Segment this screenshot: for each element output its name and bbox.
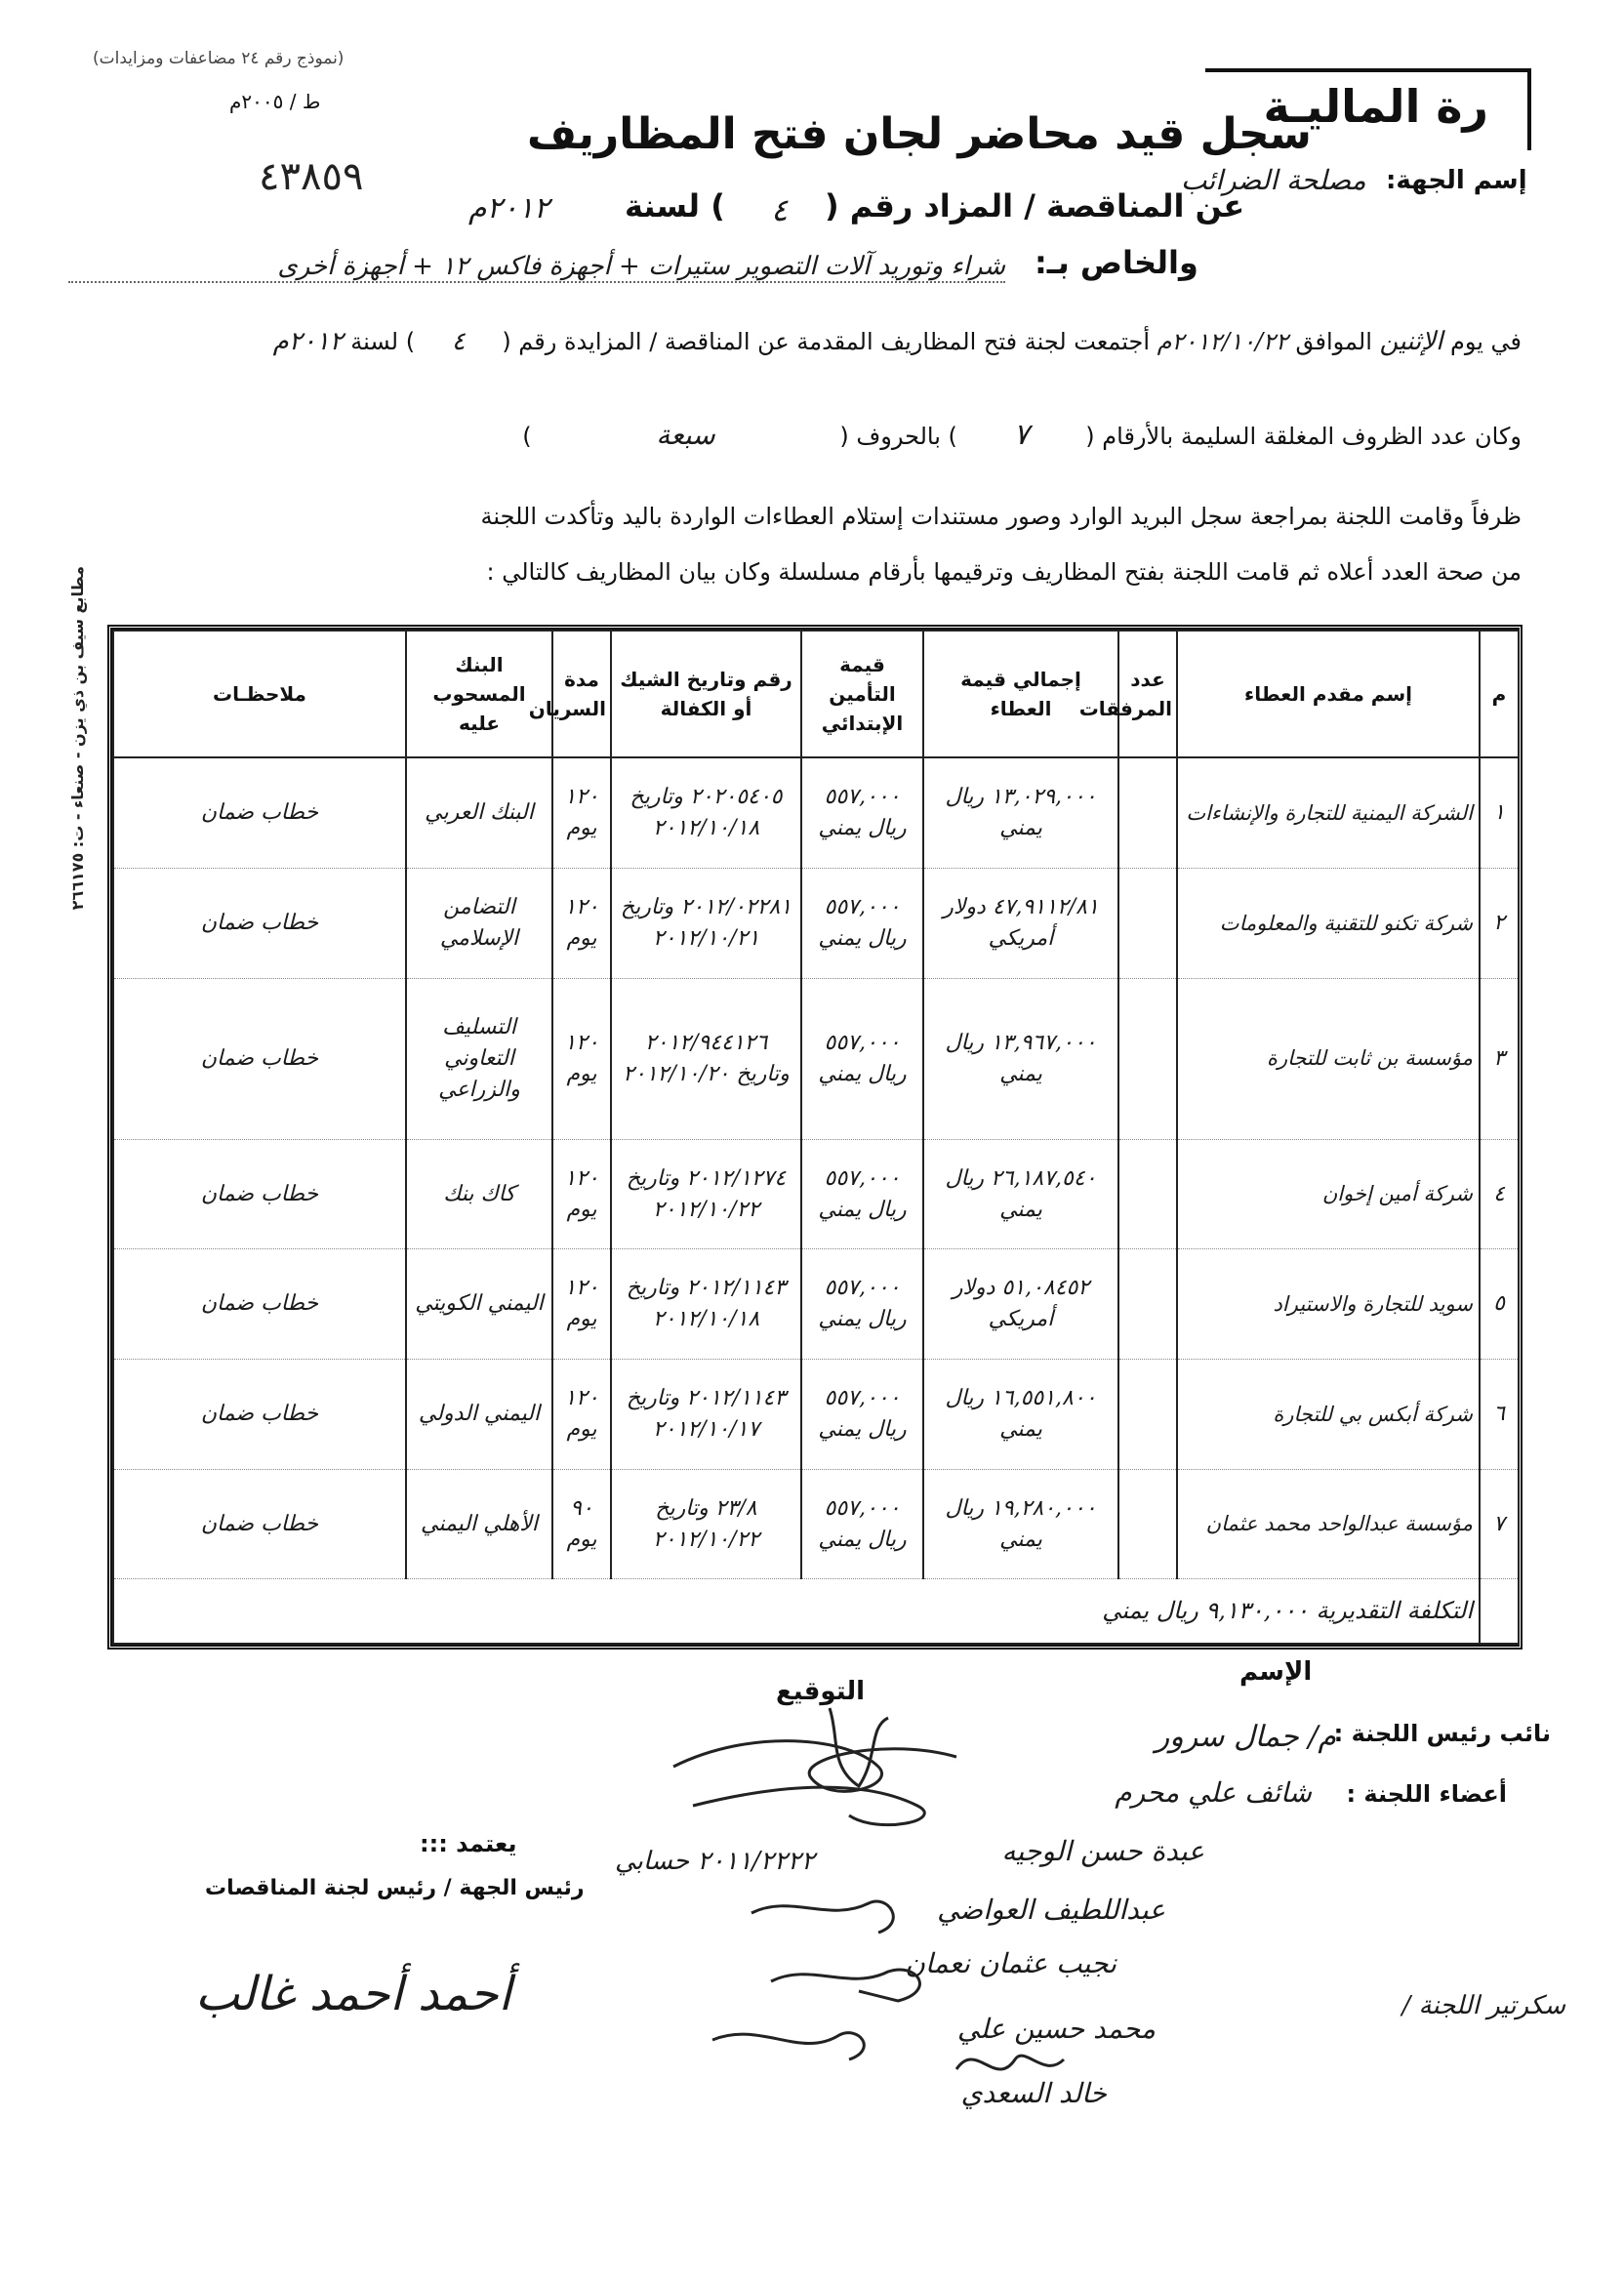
meeting-date: ٢٠١٢/١٠/٢٢م xyxy=(1157,328,1288,355)
cell-total: ١٦,٥٥١,٨٠٠ ريال يمني xyxy=(923,1360,1118,1470)
entity-value: مصلحة الضرائب xyxy=(1181,164,1366,196)
cell-notes: خطاب ضمان xyxy=(113,978,406,1139)
cell-check: ٢٠١٢/٠٢٢٨١ وتاريخ ٢٠١٢/١٠/٢١ xyxy=(611,869,801,979)
table-row xyxy=(113,1360,1519,1470)
approval-label: يعتمد ::: xyxy=(420,1830,517,1857)
table-total-row xyxy=(113,1579,1519,1644)
document-title: سجل قيد محاضر لجان فتح المظاريف xyxy=(527,109,1312,159)
cell-bidder: سويد للتجارة والاستيراد xyxy=(1177,1249,1480,1360)
cell-no: ٦ xyxy=(1480,1360,1519,1470)
cell-no: ٧ xyxy=(1480,1469,1519,1579)
cell-attachments xyxy=(1118,1469,1177,1579)
table-row xyxy=(113,1469,1519,1579)
cell-bidder: شركة تكنو للتقنية والمعلومات xyxy=(1177,869,1480,979)
cell-insurance: ٥٥٧,٠٠٠ ريال يمني xyxy=(801,978,923,1139)
cell-total: ٤٧,٩١١٢/٨١ دولار أمريكي xyxy=(923,869,1118,979)
cell-insurance: ٥٥٧,٠٠٠ ريال يمني xyxy=(801,1249,923,1360)
cell-validity: ١٢٠ يوم xyxy=(552,1249,611,1360)
cell-bidder: مؤسسة عبدالواحد محمد عثمان xyxy=(1177,1469,1480,1579)
cell-total: ١٩,٢٨٠,٠٠٠ ريال يمني xyxy=(923,1469,1118,1579)
cell-no: ١ xyxy=(1480,757,1519,869)
cell-bidder: شركة أمين إخوان xyxy=(1177,1139,1480,1249)
col-header-validity: مدة السريان xyxy=(552,631,611,757)
cell-insurance: ٥٥٧,٠٠٠ ريال يمني xyxy=(801,1360,923,1470)
secretary-label: سكرتير اللجنة / xyxy=(1401,1991,1565,2020)
member-5-name: محمد حسين علي xyxy=(956,2013,1156,2045)
cell-total: ١٣,٠٢٩,٠٠٠ ريال يمني xyxy=(923,757,1118,869)
cell-notes: خطاب ضمان xyxy=(113,1469,406,1579)
cell-bank: اليمني الكويتي xyxy=(406,1249,552,1360)
cell-notes: خطاب ضمان xyxy=(113,1360,406,1470)
member-3-name: عبداللطيف العواضي xyxy=(937,1894,1165,1926)
cell-notes: خطاب ضمان xyxy=(113,1249,406,1360)
cell-insurance: ٥٥٧,٠٠٠ ريال يمني xyxy=(801,757,923,869)
name-column-header: الإسم xyxy=(1239,1657,1313,1687)
cell-bank: البنك العربي xyxy=(406,757,552,869)
subject-value: شراء وتوريد آلات التصوير ستيرات + أجهزة فاكس ١٢ + أجهزة أخرى xyxy=(68,252,1005,283)
year-label: ) لسنة xyxy=(625,187,725,224)
col-header-attachments: عدد المرفقات xyxy=(1118,631,1177,757)
cell-bank: التضامن الإسلامي xyxy=(406,869,552,979)
cell-validity: ٩٠ يوم xyxy=(552,1469,611,1579)
member-note: ٢٠١١/٢٢٢٢ حسابي xyxy=(615,1847,815,1876)
cell-no: ٢ xyxy=(1480,869,1519,979)
meeting-tender-number: ٤ xyxy=(451,327,466,356)
cell-validity: ١٢٠ يوم xyxy=(552,1360,611,1470)
total-row-spacer xyxy=(1480,1579,1519,1644)
meeting-line-1: في يوم الإثنين الموافق ٢٠١٢/١٠/٢٢م أجتمعت لجنة فتح المظاريف المقدمة عن المناقصة / المزايدة رقم ( ٤ ) لسنة ٢٠١٢م xyxy=(272,327,1522,356)
cell-validity: ١٢٠ يوم xyxy=(552,757,611,869)
cell-bank: الأهلي اليمني xyxy=(406,1469,552,1579)
cell-attachments xyxy=(1118,757,1177,869)
meeting-line-4: من صحة العدد أعلاه ثم قامت اللجنة بفتح المظاريف وترقيمها بأرقام مسلسلة وكان بيان المظاريف كالتالي : xyxy=(486,558,1522,586)
tender-label: عن المناقصة / المزاد رقم ( xyxy=(825,187,1245,224)
year-value: ٢٠١٢م xyxy=(468,191,550,225)
col-header-bank: البنك المسحوب عليه xyxy=(406,631,552,757)
tender-number: ٤ xyxy=(771,191,789,228)
cell-bank: التسليف التعاوني والزراعي xyxy=(406,978,552,1139)
cell-bank: كاك بنك xyxy=(406,1139,552,1249)
ministry-name: رة الماليـة xyxy=(1205,68,1531,150)
head-name: أحمد أحمد غالب xyxy=(195,1967,511,2021)
head-label: رئيس الجهة / رئيس لجنة المناقصات xyxy=(205,1876,585,1900)
cell-check: ٢٠٢٠٥٤٠٥ وتاريخ ٢٠١٢/١٠/١٨ xyxy=(611,757,801,869)
meeting-year: ٢٠١٢م xyxy=(272,327,344,356)
col-header-notes: ملاحظـات xyxy=(113,631,406,757)
subject-label: والخاص بـ: xyxy=(1035,244,1198,281)
meeting-day: الإثنين xyxy=(1379,327,1443,356)
form-print-date: ط / ٢٠٠٥م xyxy=(229,90,321,113)
cell-notes: خطاب ضمان xyxy=(113,757,406,869)
col-header-check: رقم وتاريخ الشيك أو الكفالة xyxy=(611,631,801,757)
table-header-row xyxy=(113,631,1519,757)
members-label: أعضاء اللجنة : xyxy=(1346,1780,1507,1808)
estimated-cost: التكلفة التقديرية ٩,١٣٠,٠٠٠ ريال يمني xyxy=(113,1579,1480,1644)
cell-bidder: الشركة اليمنية للتجارة والإنشاءات xyxy=(1177,757,1480,869)
cell-check: ٢٠١٢/٩٤٤١٢٦ وتاريخ ٢٠١٢/١٠/٢٠ xyxy=(611,978,801,1139)
cell-no: ٣ xyxy=(1480,978,1519,1139)
printer-imprint: مطابع سيف بن ذي يزن - صنعاء - ت: ٢٦٦١٧٥ xyxy=(68,566,87,911)
meeting-line-3: ظرفاً وقامت اللجنة بمراجعة سجل البريد الوارد وصور مستندات إستلام العطاءات الواردة باليد وتأكدت اللجنة xyxy=(480,503,1522,530)
cell-notes: خطاب ضمان xyxy=(113,869,406,979)
cell-attachments xyxy=(1118,1139,1177,1249)
member-4-name: نجيب عثمان نعمان xyxy=(905,1947,1116,1979)
member-6-name: خالد السعدي xyxy=(960,2077,1107,2109)
serial-number: ٤٣٨٥٩ xyxy=(259,154,364,199)
table-row xyxy=(113,1249,1519,1360)
envelope-count-words: سبعة xyxy=(656,419,715,451)
cell-no: ٤ xyxy=(1480,1139,1519,1249)
cell-no: ٥ xyxy=(1480,1249,1519,1360)
chair-label: نائب رئيس اللجنة : xyxy=(1333,1720,1551,1747)
cell-bidder: مؤسسة بن ثابت للتجارة xyxy=(1177,978,1480,1139)
cell-attachments xyxy=(1118,1360,1177,1470)
cell-total: ٥١,٠٨٤٥٢ دولار أمريكي xyxy=(923,1249,1118,1360)
col-header-no: م xyxy=(1480,631,1519,757)
cell-validity: ١٢٠ يوم xyxy=(552,869,611,979)
table-row xyxy=(113,869,1519,979)
bids-table xyxy=(107,625,1522,1650)
cell-notes: خطاب ضمان xyxy=(113,1139,406,1249)
signature-column-header: التوقيع xyxy=(776,1677,865,1706)
cell-total: ٢٦,١٨٧,٥٤٠ ريال يمني xyxy=(923,1139,1118,1249)
col-header-insurance: قيمة التأمين الإبتدائي xyxy=(801,631,923,757)
cell-attachments xyxy=(1118,978,1177,1139)
cell-check: ٢٠١٢/١١٤٣ وتاريخ ٢٠١٢/١٠/١٧ xyxy=(611,1360,801,1470)
meeting-line-2: وكان عدد الظروف المغلقة السليمة بالأرقام ( ٧ ) بالحروف ( سبعة ) xyxy=(522,418,1522,452)
signature-scribbles xyxy=(634,1698,1181,2118)
cell-bidder: شركة أبكس بي للتجارة xyxy=(1177,1360,1480,1470)
form-reference: (نموذج رقم ٢٤ مضاعفات ومزايدات) xyxy=(93,49,345,68)
cell-insurance: ٥٥٧,٠٠٠ ريال يمني xyxy=(801,869,923,979)
col-header-bidder: إسم مقدم العطاء xyxy=(1177,631,1480,757)
member-2-name: عبدة حسن الوجيه xyxy=(1001,1835,1204,1867)
table-row xyxy=(113,978,1519,1139)
cell-attachments xyxy=(1118,869,1177,979)
cell-check: ٢٠١٢/١١٤٣ وتاريخ ٢٠١٢/١٠/١٨ xyxy=(611,1249,801,1360)
table-row xyxy=(113,1139,1519,1249)
cell-check: ٢٣/٨ وتاريخ ٢٠١٢/١٠/٢٢ xyxy=(611,1469,801,1579)
table-row xyxy=(113,757,1519,869)
cell-validity: ١٢٠ يوم xyxy=(552,1139,611,1249)
cell-insurance: ٥٥٧,٠٠٠ ريال يمني xyxy=(801,1139,923,1249)
cell-insurance: ٥٥٧,٠٠٠ ريال يمني xyxy=(801,1469,923,1579)
cell-bank: اليمني الدولي xyxy=(406,1360,552,1470)
member-1-name: شائف علي محرم xyxy=(1115,1776,1312,1809)
entity-label: إسم الجهة: xyxy=(1386,166,1527,195)
cell-check: ٢٠١٢/١٢٧٤ وتاريخ ٢٠١٢/١٠/٢٢ xyxy=(611,1139,801,1249)
col-header-total: إجمالي قيمة العطاء xyxy=(923,631,1118,757)
chair-name: م/ جمال سرور xyxy=(1155,1720,1336,1754)
cell-attachments xyxy=(1118,1249,1177,1360)
cell-validity: ١٢٠ يوم xyxy=(552,978,611,1139)
envelope-count-digits: ٧ xyxy=(1013,418,1030,452)
cell-total: ١٣,٩٦٧,٠٠٠ ريال يمني xyxy=(923,978,1118,1139)
